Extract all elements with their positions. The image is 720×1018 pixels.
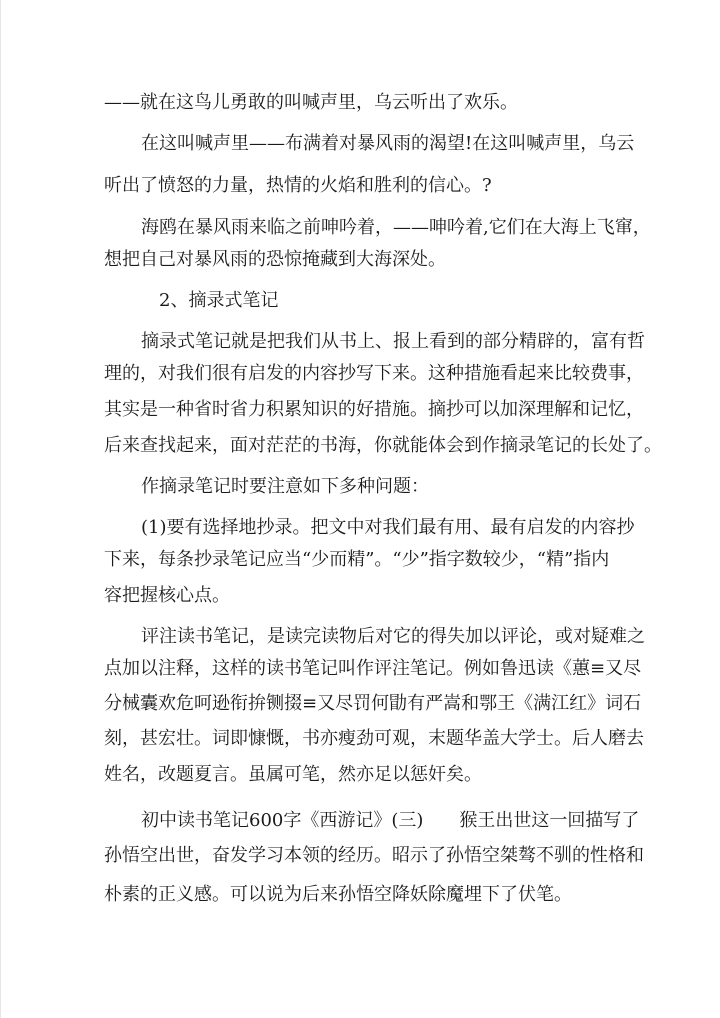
text-line: 理的，对我们很有启发的内容抄写下来。这种措施看起来比较费事，	[104, 363, 644, 384]
text-line: 初中读书笔记600字《西游记》(三) 猴王出世这一回描写了	[141, 810, 640, 831]
text-line: 分械囊欢危呵逊衔拚铡掇≡又尽罚何勖有严嵩和鄂王《满江红》词石	[104, 693, 642, 714]
text-line: 姓名，改题夏言。虽属可笔，然亦足以惩奸矣。	[104, 764, 482, 785]
text-line: 其实是一种省时省力积累知识的好措施。摘抄可以加深理解和记忆，	[104, 399, 644, 420]
text-line: 海鸥在暴风雨来临之前呻吟着，——呻吟着,它们在大海上飞窜，	[141, 217, 651, 238]
section-heading: 2、摘录式笔记	[159, 290, 279, 311]
text-line: 作摘录笔记时要注意如下多种问题：	[141, 476, 429, 497]
text-line: 摘录式笔记就是把我们从书上、报上看到的部分精辟的，富有哲	[141, 331, 645, 352]
text-line: 后来查找起来，面对茫茫的书海，你就能体会到作摘录笔记的长处了。	[104, 435, 662, 456]
text-line: ——就在这鸟儿勇敢的叫喊声里，乌云听出了欢乐。	[104, 92, 518, 113]
text-line: 容把握核心点。	[104, 585, 230, 606]
text-line: 孙悟空出世，奋发学习本领的经历。昭示了孙悟空桀骜不驯的性格和	[104, 845, 644, 866]
text-line: 在这叫喊声里——布满着对暴风雨的渴望!在这叫喊声里，乌云	[141, 133, 635, 154]
text-line: 点加以注释，这样的读书笔记叫作评注笔记。例如鲁迅读《蕙≡又尽	[104, 658, 642, 679]
text-line: 刻，甚宏壮。词即慷慨，书亦瘦劲可观，末题华盖大学士。后人磨去	[104, 728, 644, 749]
text-line: 听出了愤怒的力量，热情的火焰和胜利的信心。?	[104, 175, 492, 196]
text-line: 想把自己对暴风雨的恐惊掩藏到大海深处。	[104, 249, 446, 270]
text-line: 评注读书笔记，是读完读物后对它的得失加以评论，或对疑难之	[141, 626, 645, 647]
text-line: 朴素的正义感。可以说为后来孙悟空降妖除魔埋下了伏笔。	[104, 884, 572, 905]
text-line: (1)要有选择地抄录。把文中对我们最有用、最有启发的内容抄	[141, 517, 635, 538]
text-line: 下来，每条抄录笔记应当“少而精”。“少”指字数较少，“精”指内	[104, 549, 610, 570]
